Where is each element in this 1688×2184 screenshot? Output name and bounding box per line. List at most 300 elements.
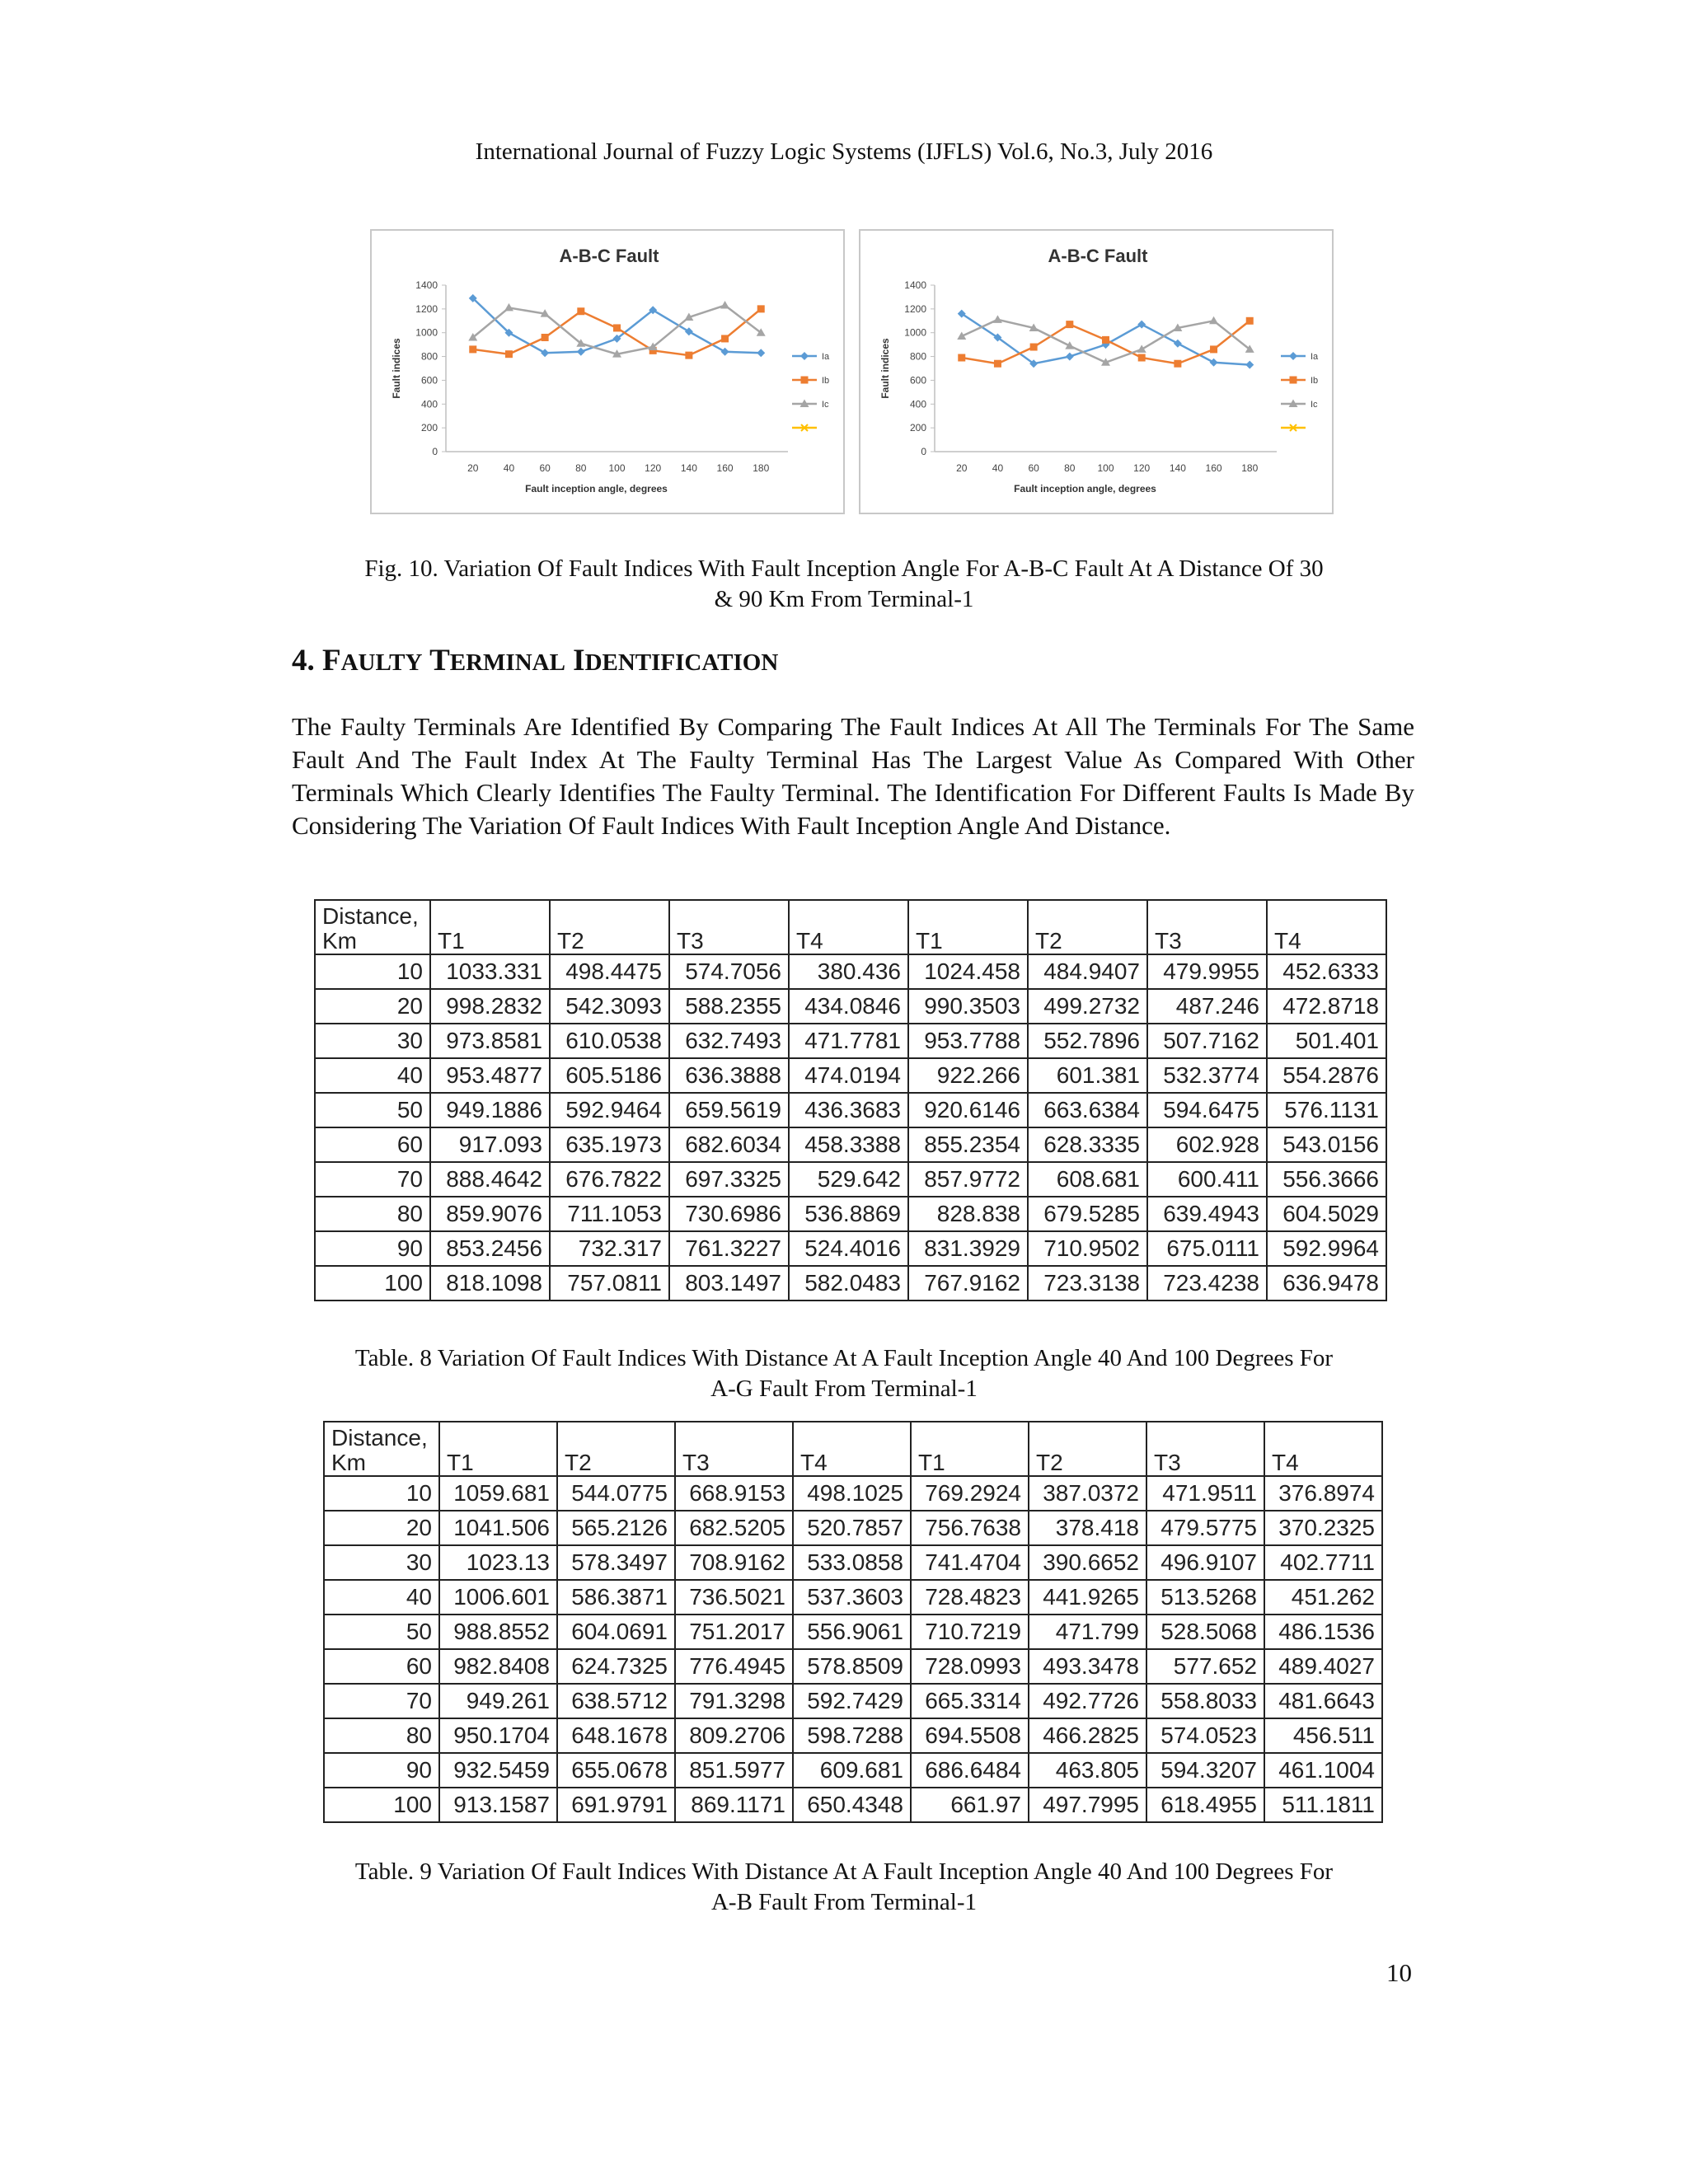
- value-cell: 988.8552: [439, 1615, 557, 1649]
- x-tick-label: 120: [1133, 462, 1151, 474]
- x-tick-label: 180: [753, 462, 770, 474]
- table-9: [323, 1421, 1383, 1823]
- legend-label: Ic: [1311, 400, 1318, 410]
- value-cell: 973.8581: [430, 1024, 550, 1058]
- x-tick-label: 60: [539, 462, 551, 474]
- value-cell: 451.262: [1264, 1580, 1382, 1615]
- x-tick-label: 80: [1064, 462, 1076, 474]
- legend-label: Ic: [822, 400, 829, 410]
- table-row: [315, 1024, 1386, 1058]
- y-tick-label: 1400: [415, 279, 438, 291]
- y-tick-label: 600: [909, 374, 926, 387]
- legend-marker: [1289, 352, 1297, 360]
- column-header: T1: [908, 900, 1028, 954]
- x-tick-label: 140: [1169, 462, 1186, 474]
- value-cell: 387.0372: [1029, 1476, 1146, 1511]
- value-cell: 663.6384: [1028, 1093, 1147, 1127]
- value-cell: 803.1497: [669, 1266, 789, 1301]
- legend-label: Ia: [822, 352, 830, 362]
- value-cell: 496.9107: [1146, 1545, 1264, 1580]
- data-point-ia: [1174, 340, 1182, 348]
- value-cell: 757.0811: [550, 1266, 669, 1301]
- table-9-caption-line2: A-B Fault From Terminal-1: [710, 1889, 978, 1915]
- x-tick-label: 20: [467, 462, 479, 474]
- distance-cell: 40: [324, 1580, 439, 1615]
- column-header: T2: [1029, 1422, 1146, 1476]
- value-cell: 711.1053: [550, 1197, 669, 1231]
- section-heading: [292, 643, 778, 678]
- value-cell: 486.1536: [1264, 1615, 1382, 1649]
- x-tick-label: 100: [1097, 462, 1114, 474]
- data-point-ia: [721, 348, 729, 356]
- table-8-caption: [297, 1343, 1391, 1404]
- value-cell: 831.3929: [908, 1231, 1028, 1266]
- y-tick-label: 200: [420, 422, 438, 434]
- data-point-ib: [1210, 345, 1217, 353]
- y-tick-label: 0: [432, 446, 438, 457]
- value-cell: 576.1131: [1267, 1093, 1386, 1127]
- table-8: [314, 899, 1387, 1301]
- value-cell: 1006.601: [439, 1580, 557, 1615]
- value-cell: 990.3503: [908, 989, 1028, 1024]
- value-cell: 723.3138: [1028, 1266, 1147, 1301]
- distance-cell: 30: [315, 1024, 430, 1058]
- value-cell: 661.97: [911, 1788, 1029, 1822]
- chart-right: [859, 229, 1334, 514]
- x-tick-label: 40: [992, 462, 1004, 474]
- value-cell: 857.9772: [908, 1162, 1028, 1197]
- data-point-ib: [1174, 360, 1181, 368]
- value-cell: 492.7726: [1029, 1684, 1146, 1718]
- table-8-caption-line2: A-G Fault From Terminal-1: [710, 1376, 978, 1402]
- column-header: T4: [1267, 900, 1386, 954]
- value-cell: 694.5508: [911, 1718, 1029, 1753]
- table-row: [315, 954, 1386, 989]
- table-row: [324, 1753, 1382, 1788]
- figure-caption: [297, 554, 1391, 615]
- value-cell: 728.0993: [911, 1649, 1029, 1684]
- data-point-ib: [958, 354, 965, 362]
- value-cell: 828.838: [908, 1197, 1028, 1231]
- value-cell: 574.7056: [669, 954, 789, 989]
- value-cell: 922.266: [908, 1058, 1028, 1093]
- value-cell: 376.8974: [1264, 1476, 1382, 1511]
- value-cell: 982.8408: [439, 1649, 557, 1684]
- value-cell: 602.928: [1147, 1127, 1267, 1162]
- value-cell: 600.411: [1147, 1162, 1267, 1197]
- x-axis-label: Fault inception angle, degrees: [1014, 483, 1156, 494]
- x-tick-label: 100: [608, 462, 626, 474]
- value-cell: 648.1678: [557, 1718, 675, 1753]
- table-header-row: [315, 900, 1386, 954]
- x-tick-label: 120: [645, 462, 662, 474]
- y-tick-label: 1000: [904, 326, 926, 339]
- header-distance-km: [315, 900, 430, 954]
- distance-cell: 90: [315, 1231, 430, 1266]
- distance-cell: 70: [324, 1684, 439, 1718]
- value-cell: 851.5977: [675, 1753, 793, 1788]
- value-cell: 1033.331: [430, 954, 550, 989]
- y-tick-label: 0: [921, 446, 926, 457]
- value-cell: 592.9964: [1267, 1231, 1386, 1266]
- value-cell: 736.5021: [675, 1580, 793, 1615]
- value-cell: 542.3093: [550, 989, 669, 1024]
- x-tick-label: 60: [1028, 462, 1039, 474]
- table-row: [315, 1058, 1386, 1093]
- value-cell: 558.8033: [1146, 1684, 1264, 1718]
- value-cell: 710.7219: [911, 1615, 1029, 1649]
- value-cell: 487.246: [1147, 989, 1267, 1024]
- value-cell: 458.3388: [789, 1127, 908, 1162]
- table-row: [324, 1580, 1382, 1615]
- y-tick-label: 1200: [415, 302, 438, 315]
- page-number: 10: [1386, 1958, 1412, 1987]
- distance-cell: 70: [315, 1162, 430, 1197]
- value-cell: 708.9162: [675, 1545, 793, 1580]
- value-cell: 732.317: [550, 1231, 669, 1266]
- x-tick-label: 80: [575, 462, 587, 474]
- value-cell: 520.7857: [793, 1511, 911, 1545]
- distance-cell: 40: [315, 1058, 430, 1093]
- data-point-ic: [1209, 316, 1218, 325]
- value-cell: 723.4238: [1147, 1266, 1267, 1301]
- header-distance-km: [324, 1422, 439, 1476]
- table-row: [324, 1476, 1382, 1511]
- column-header: T3: [669, 900, 789, 954]
- value-cell: 998.2832: [430, 989, 550, 1024]
- value-cell: 920.6146: [908, 1093, 1028, 1127]
- table-row: [324, 1615, 1382, 1649]
- value-cell: 592.7429: [793, 1684, 911, 1718]
- value-cell: 452.6333: [1267, 954, 1386, 989]
- y-tick-label: 400: [909, 398, 926, 410]
- data-point-ic: [720, 301, 729, 309]
- distance-cell: 80: [315, 1197, 430, 1231]
- x-axis-label: Fault inception angle, degrees: [525, 483, 668, 494]
- body-paragraph: The Faulty Terminals Are Identified By Comparing The Fault Indices At All The Terminals For The Same Fault And The Fault Index At The Faulty Terminal Has The Largest Value As Compared With Other Terminals Which Clearly Identifies The Faulty Terminal. The Identification For Different Faults Is Made By Considering The Variation Of Fault Indices With Fault Inception Angle And Distance.: [292, 712, 1414, 840]
- table-row: [324, 1718, 1382, 1753]
- value-cell: 869.1171: [675, 1788, 793, 1822]
- value-cell: 479.5775: [1146, 1511, 1264, 1545]
- column-header: T3: [1147, 900, 1267, 954]
- section-word2-rest: ERMINAL: [449, 649, 565, 676]
- value-cell: 601.381: [1028, 1058, 1147, 1093]
- table-8-caption-line1: Table. 8 Variation Of Fault Indices With Distance At A Fault Inception Angle 40 And 100 Degrees For: [354, 1345, 1334, 1371]
- table-row: [324, 1649, 1382, 1684]
- value-cell: 756.7638: [911, 1511, 1029, 1545]
- y-tick-label: 800: [420, 350, 438, 363]
- value-cell: 679.5285: [1028, 1197, 1147, 1231]
- x-tick-label: 160: [716, 462, 734, 474]
- value-cell: 635.1973: [550, 1127, 669, 1162]
- legend-label: Ib: [822, 376, 830, 386]
- value-cell: 594.6475: [1147, 1093, 1267, 1127]
- distance-cell: 60: [324, 1649, 439, 1684]
- data-point-ib: [1246, 317, 1254, 325]
- value-cell: 501.401: [1267, 1024, 1386, 1058]
- value-cell: 949.261: [439, 1684, 557, 1718]
- data-point-ib: [1138, 354, 1146, 362]
- y-axis-label: Fault indices: [391, 338, 402, 399]
- data-point-ib: [685, 352, 692, 359]
- header-km-label: Km: [331, 1450, 366, 1475]
- table-row: [315, 989, 1386, 1024]
- chart-left-svg: [372, 231, 843, 513]
- data-point-ia: [1210, 359, 1218, 367]
- data-point-ic: [1137, 344, 1146, 353]
- value-cell: 456.511: [1264, 1718, 1382, 1753]
- value-cell: 636.3888: [669, 1058, 789, 1093]
- section-word1-rest: AULTY: [340, 649, 423, 676]
- value-cell: 1041.506: [439, 1511, 557, 1545]
- value-cell: 624.7325: [557, 1649, 675, 1684]
- column-header: T2: [1028, 900, 1147, 954]
- value-cell: 668.9153: [675, 1476, 793, 1511]
- data-point-ic: [993, 315, 1002, 323]
- column-header: T2: [557, 1422, 675, 1476]
- distance-cell: 10: [315, 954, 430, 989]
- value-cell: 650.4348: [793, 1788, 911, 1822]
- value-cell: 552.7896: [1028, 1024, 1147, 1058]
- value-cell: 436.3683: [789, 1093, 908, 1127]
- value-cell: 479.9955: [1147, 954, 1267, 989]
- x-tick-label: 20: [956, 462, 968, 474]
- value-cell: 402.7711: [1264, 1545, 1382, 1580]
- value-cell: 751.2017: [675, 1615, 793, 1649]
- value-cell: 917.093: [430, 1127, 550, 1162]
- value-cell: 605.5186: [550, 1058, 669, 1093]
- value-cell: 769.2924: [911, 1476, 1029, 1511]
- value-cell: 528.5068: [1146, 1615, 1264, 1649]
- distance-cell: 100: [324, 1788, 439, 1822]
- value-cell: 609.681: [793, 1753, 911, 1788]
- column-header: T3: [675, 1422, 793, 1476]
- value-cell: 556.9061: [793, 1615, 911, 1649]
- value-cell: 598.7288: [793, 1718, 911, 1753]
- value-cell: 507.7162: [1147, 1024, 1267, 1058]
- legend-marker: [800, 352, 809, 360]
- value-cell: 556.3666: [1267, 1162, 1386, 1197]
- value-cell: 665.3314: [911, 1684, 1029, 1718]
- value-cell: 639.4943: [1147, 1197, 1267, 1231]
- journal-header: International Journal of Fuzzy Logic Systems (IJFLS) Vol.6, No.3, July 2016: [475, 138, 1213, 165]
- value-cell: 853.2456: [430, 1231, 550, 1266]
- value-cell: 524.4016: [789, 1231, 908, 1266]
- chart-title: A-B-C Fault: [559, 246, 659, 266]
- value-cell: 577.652: [1146, 1649, 1264, 1684]
- value-cell: 730.6986: [669, 1197, 789, 1231]
- value-cell: 578.8509: [793, 1649, 911, 1684]
- figure-caption-line1: Fig. 10. Variation Of Fault Indices With Fault Inception Angle For A-B-C Fault At A Distance Of 30: [364, 555, 1324, 582]
- data-point-ib: [542, 334, 549, 341]
- value-cell: 728.4823: [911, 1580, 1029, 1615]
- data-point-ib: [469, 345, 476, 353]
- distance-cell: 60: [315, 1127, 430, 1162]
- value-cell: 489.4027: [1264, 1649, 1382, 1684]
- value-cell: 791.3298: [675, 1684, 793, 1718]
- column-header: T1: [439, 1422, 557, 1476]
- value-cell: 949.1886: [430, 1093, 550, 1127]
- y-tick-label: 1000: [415, 326, 438, 339]
- value-cell: 592.9464: [550, 1093, 669, 1127]
- value-cell: 818.1098: [430, 1266, 550, 1301]
- value-cell: 471.799: [1029, 1615, 1146, 1649]
- header-distance-label: Distance,: [322, 903, 419, 929]
- value-cell: 390.6652: [1029, 1545, 1146, 1580]
- figure-caption-line2: & 90 Km From Terminal-1: [714, 586, 974, 612]
- data-point-ic: [504, 303, 513, 312]
- x-tick-label: 40: [503, 462, 515, 474]
- distance-cell: 20: [324, 1511, 439, 1545]
- value-cell: 604.5029: [1267, 1197, 1386, 1231]
- x-tick-label: 160: [1205, 462, 1222, 474]
- table-row: [324, 1788, 1382, 1822]
- chart-right-svg: [860, 231, 1332, 513]
- value-cell: 1023.13: [439, 1545, 557, 1580]
- value-cell: 953.4877: [430, 1058, 550, 1093]
- header-distance-label: Distance,: [331, 1425, 428, 1451]
- y-axis-label: Fault indices: [879, 338, 891, 399]
- value-cell: 588.2355: [669, 989, 789, 1024]
- value-cell: 499.2732: [1028, 989, 1147, 1024]
- legend-label: Ia: [1311, 352, 1319, 362]
- table-row: [315, 1231, 1386, 1266]
- value-cell: 1059.681: [439, 1476, 557, 1511]
- value-cell: 767.9162: [908, 1266, 1028, 1301]
- value-cell: 859.9076: [430, 1197, 550, 1231]
- value-cell: 659.5619: [669, 1093, 789, 1127]
- value-cell: 554.2876: [1267, 1058, 1386, 1093]
- value-cell: 594.3207: [1146, 1753, 1264, 1788]
- value-cell: 497.7995: [1029, 1788, 1146, 1822]
- value-cell: 466.2825: [1029, 1718, 1146, 1753]
- legend-label: Ib: [1311, 376, 1319, 386]
- value-cell: 913.1587: [439, 1788, 557, 1822]
- value-cell: 532.3774: [1147, 1058, 1267, 1093]
- value-cell: 565.2126: [557, 1511, 675, 1545]
- value-cell: 578.3497: [557, 1545, 675, 1580]
- value-cell: 472.8718: [1267, 989, 1386, 1024]
- section-number: 4.: [292, 644, 315, 677]
- value-cell: 632.7493: [669, 1024, 789, 1058]
- value-cell: 441.9265: [1029, 1580, 1146, 1615]
- value-cell: 582.0483: [789, 1266, 908, 1301]
- y-tick-label: 800: [909, 350, 926, 363]
- value-cell: 380.436: [789, 954, 908, 989]
- value-cell: 529.642: [789, 1162, 908, 1197]
- distance-cell: 50: [324, 1615, 439, 1649]
- y-tick-label: 1200: [904, 302, 926, 315]
- value-cell: 537.3603: [793, 1580, 911, 1615]
- header-km-label: Km: [322, 928, 357, 954]
- value-cell: 498.1025: [793, 1476, 911, 1511]
- value-cell: 638.5712: [557, 1684, 675, 1718]
- value-cell: 761.3227: [669, 1231, 789, 1266]
- value-cell: 686.6484: [911, 1753, 1029, 1788]
- distance-cell: 20: [315, 989, 430, 1024]
- table-row: [324, 1545, 1382, 1580]
- chart-title: A-B-C Fault: [1048, 246, 1148, 266]
- value-cell: 636.9478: [1267, 1266, 1386, 1301]
- distance-cell: 10: [324, 1476, 439, 1511]
- y-tick-label: 600: [420, 374, 438, 387]
- value-cell: 513.5268: [1146, 1580, 1264, 1615]
- distance-cell: 90: [324, 1753, 439, 1788]
- column-header: T1: [911, 1422, 1029, 1476]
- data-point-ia: [1066, 353, 1074, 361]
- value-cell: 888.4642: [430, 1162, 550, 1197]
- distance-cell: 80: [324, 1718, 439, 1753]
- value-cell: 628.3335: [1028, 1127, 1147, 1162]
- column-header: T1: [430, 900, 550, 954]
- column-header: T3: [1146, 1422, 1264, 1476]
- value-cell: 461.1004: [1264, 1753, 1382, 1788]
- x-tick-label: 180: [1241, 462, 1259, 474]
- value-cell: 474.0194: [789, 1058, 908, 1093]
- table-row: [315, 1162, 1386, 1197]
- data-point-ib: [1030, 344, 1038, 351]
- value-cell: 710.9502: [1028, 1231, 1147, 1266]
- value-cell: 484.9407: [1028, 954, 1147, 989]
- table-9-caption: [297, 1857, 1391, 1918]
- legend-marker: [801, 377, 809, 384]
- value-cell: 676.7822: [550, 1162, 669, 1197]
- column-header: T4: [1264, 1422, 1382, 1476]
- value-cell: 655.0678: [557, 1753, 675, 1788]
- value-cell: 691.9791: [557, 1788, 675, 1822]
- data-point-ia: [1137, 321, 1146, 329]
- table-row: [324, 1511, 1382, 1545]
- legend-marker: [1290, 377, 1297, 384]
- value-cell: 511.1811: [1264, 1788, 1382, 1822]
- value-cell: 533.0858: [793, 1545, 911, 1580]
- table-row: [315, 1127, 1386, 1162]
- distance-cell: 100: [315, 1266, 430, 1301]
- value-cell: 481.6643: [1264, 1684, 1382, 1718]
- distance-cell: 30: [324, 1545, 439, 1580]
- data-point-ib: [613, 324, 621, 331]
- value-cell: 543.0156: [1267, 1127, 1386, 1162]
- value-cell: 604.0691: [557, 1615, 675, 1649]
- data-point-ib: [1102, 336, 1109, 344]
- value-cell: 950.1704: [439, 1718, 557, 1753]
- value-cell: 618.4955: [1146, 1788, 1264, 1822]
- value-cell: 741.4704: [911, 1545, 1029, 1580]
- table-row: [315, 1197, 1386, 1231]
- value-cell: 610.0538: [550, 1024, 669, 1058]
- value-cell: 544.0775: [557, 1476, 675, 1511]
- data-point-ia: [577, 348, 585, 356]
- value-cell: 463.805: [1029, 1753, 1146, 1788]
- column-header: T4: [789, 900, 908, 954]
- data-point-ia: [757, 349, 765, 357]
- table-row: [315, 1266, 1386, 1301]
- x-tick-label: 140: [680, 462, 697, 474]
- value-cell: 1024.458: [908, 954, 1028, 989]
- value-cell: 498.4475: [550, 954, 669, 989]
- distance-cell: 50: [315, 1093, 430, 1127]
- data-point-ib: [994, 360, 1001, 368]
- value-cell: 953.7788: [908, 1024, 1028, 1058]
- value-cell: 536.8869: [789, 1197, 908, 1231]
- value-cell: 378.418: [1029, 1511, 1146, 1545]
- value-cell: 682.5205: [675, 1511, 793, 1545]
- table-row: [315, 1093, 1386, 1127]
- value-cell: 932.5459: [439, 1753, 557, 1788]
- value-cell: 493.3478: [1029, 1649, 1146, 1684]
- data-point-ib: [577, 307, 584, 315]
- section-word1-initial: F: [322, 644, 341, 677]
